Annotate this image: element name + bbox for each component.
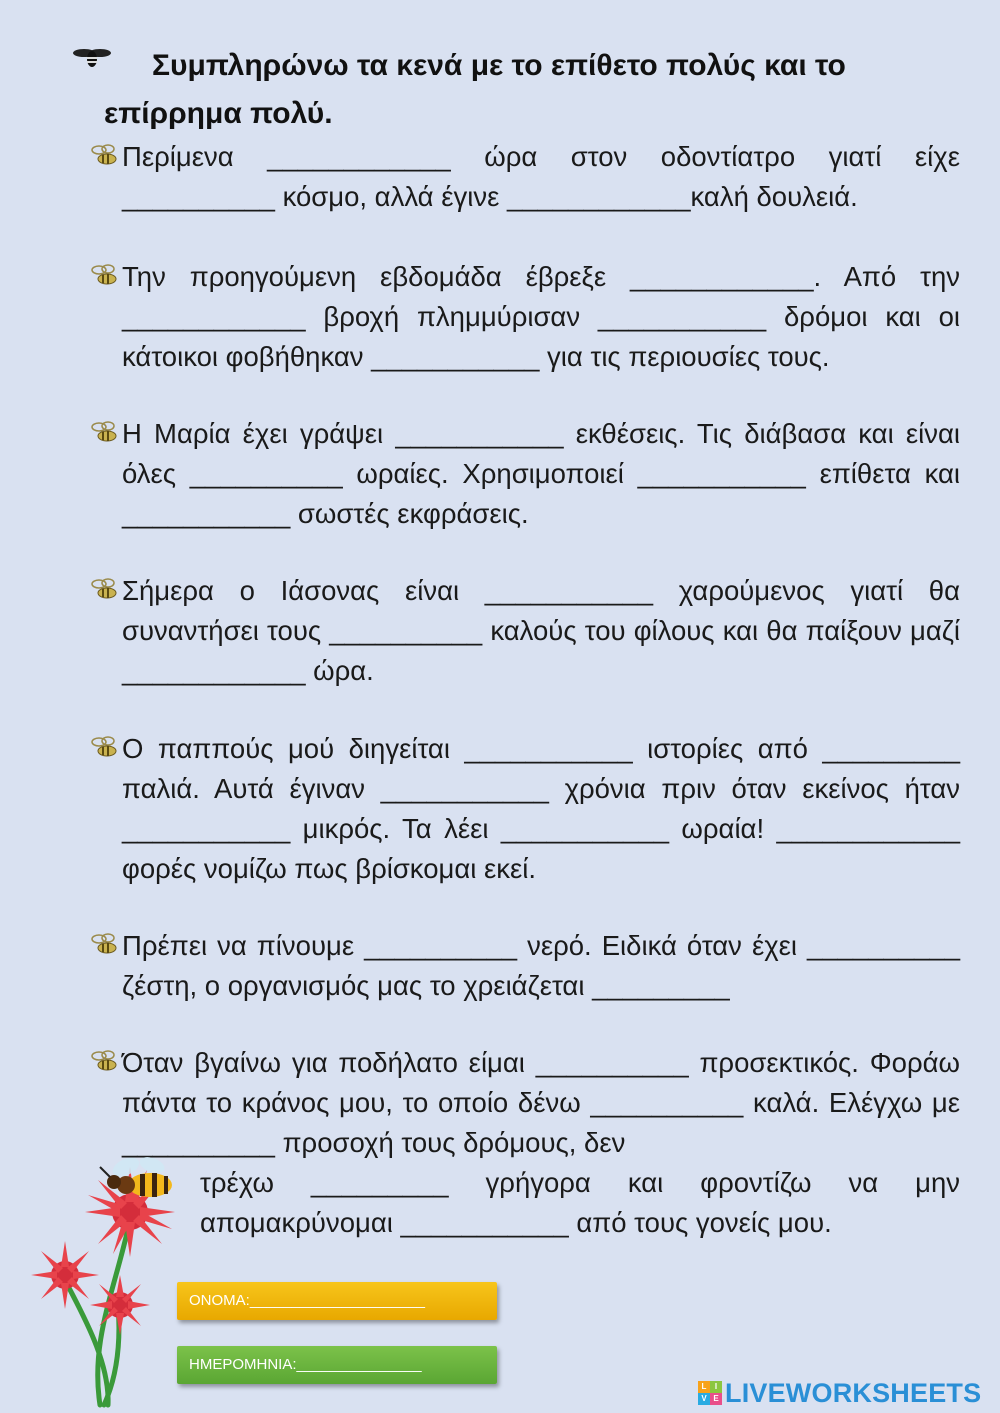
bee-bullet-icon (90, 577, 120, 603)
exercise-3 (122, 414, 960, 534)
bee-bullet-icon (90, 932, 120, 958)
exercise-text: Η Μαρία έχει γράψει ___________ εκθέσεις. Τις διάβασα και είναι όλες __________ ωραίες. Χρησιμοποιεί ___________ επίθετα και ___________ σωστές εκφράσεις. (122, 418, 960, 529)
liveworksheets-logo-icon: L I V E (698, 1381, 722, 1405)
exercise-text: Περίμενα ____________ ώρα στον οδοντίατρο γιατί είχε __________ κόσμο, αλλά έγινε ____________καλή δουλειά. (122, 141, 960, 212)
exercise-text: Σήμερα ο Ιάσονας είναι ___________ χαρούμενος γιατί θα συναντήσει τους __________ καλούς του φίλους και θα παίξουν μαζί ____________ ώρα. (122, 575, 960, 686)
bee-bullet-icon (90, 735, 120, 761)
exercise-2 (122, 257, 960, 377)
exercise-text: Την προηγούμενη εβδομάδα έβρεξε ____________. Από την ____________ βροχή πλημμύρισαν ___________ δρόμοι και οι κάτοικοι φοβήθηκαν ___________ για τις περιουσίες τους. (122, 261, 960, 372)
exercise-text: Πρέπει να πίνουμε __________ νερό. Ειδικά όταν έχει __________ ζέστη, ο οργανισμός μας το χρειάζεται _________ (122, 930, 960, 1001)
name-field[interactable] (177, 1282, 497, 1320)
bee-bullet-icon (90, 420, 120, 446)
exercise-text: Όταν βγαίνω για ποδήλατο είμαι __________ προσεκτικός. Φοράω πάντα το κράνος μου, το οποίο δένω __________ καλά. Ελέγχω με __________ προσοχή τους δρόμους, δεν (122, 1047, 960, 1158)
exercise-7 (122, 1043, 960, 1243)
name-field-label: ΟΝΟΜΑ:_____________________ (189, 1292, 426, 1309)
brand-logo (698, 1378, 981, 1408)
exercise-1 (122, 137, 960, 217)
exercise-6 (122, 926, 960, 1006)
bee-bullet-icon (90, 143, 120, 169)
brand-name: LIVEWORKSHEETS (725, 1377, 982, 1408)
exercise-text-indented: τρέχω _________ γρήγορα και φροντίζω να μην απομακρύνομαι ___________ από τους γονείς μου. (200, 1167, 960, 1238)
date-field[interactable] (177, 1346, 497, 1384)
exercise-5 (122, 729, 960, 889)
bee-bullet-icon (90, 263, 120, 289)
page-title: Συμπληρώνω τα κενά με το επίθετο πολύς και το επίρρημα πολύ. (104, 49, 846, 130)
exercise-text: Ο παππούς μού διηγείται ___________ ιστορίες από _________ παλιά. Αυτά έγιναν ___________ χρόνια πριν όταν εκείνος ήταν ___________ μικρός. Τα λέει ___________ ωραία! ____________ φορές νομίζω πως βρίσκομαι εκεί. (122, 733, 960, 884)
bee-bullet-icon (90, 1049, 120, 1075)
date-field-label: ΗΜΕΡΟΜΗΝΙΑ:_______________ (189, 1356, 422, 1373)
exercise-4 (122, 571, 960, 691)
